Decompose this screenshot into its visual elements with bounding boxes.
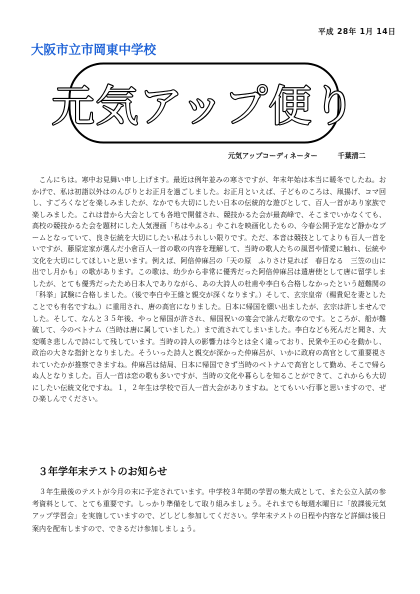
coordinator-line — [228, 151, 366, 161]
newsletter-title-text: 元気アップ便り — [51, 82, 357, 132]
issue-date: 平成 28年 1月 14日 — [318, 27, 396, 36]
coordinator-role: 元気アップコーディネーター — [228, 152, 318, 160]
coordinator-name: 千葉清二 — [337, 152, 366, 160]
article-body: こんにちは。寒中お見舞い申し上げます。最近は例年並みの寒さですが、年末年始は本当に暖冬でしたね。おかげで、私は初詣以外はのんびりとお正月を過ごしました。お正月といえば、子どものころは、凧揚げ、コマ回し、すごろくなどを楽しみましたが、なかでも大切にしたい日本の伝統的な遊びとして、百人一首があり家族で楽しみました。これは昔から大会としても各地で開催され、競技かるた会が最高峰で、そこまでいかなくても、高校の競技かるた会を題材にした人気漫画「ちはやふる」やこれを映画化したもの、今春公開予定など静かなブームとなっていて、良き伝統を大切にしたい私はうれしい限りです。ただ、本音は競技としてよりも百人一首をいですが、藤原定家が選んだ小倉百人一首の歌の内容を理解して、当時の歌人たちの風習や情愛に触れ、伝統や文化を大切にしてほしいと思います。例えば、阿倍仲麻呂の「天の原 ふりさけ見れば 春日なる 三笠の山に 出でし月かも」の歌があります。この歌は、幼少から非常に優秀だった阿倍仲麻呂は遣唐使として唐に留学しましたが、とても優秀だったため日本人でありながら、あの大詩人の杜甫や李白も合格しなかったという超難関の「科挙」試験に合格しました。（後で李白や王維と親交が深くなります。）そして、玄宗皇帝（楊貴妃を妻としたことでも有名ですね。）に重用され、唐の高官になりました。日本に帰国を願い出ましたが、玄宗は許しませんでした。そして、なんと３５年後、やっと帰国が許され、帰国祝いの宴会で詠んだ歌なのです。ところが、船が難破して、今のベトナム（当時は唐に属していました。）まで流されてしまいました。李白なども死んだと聞き、大変嘆き悲しんで詩にして残しています。当時の詩人の影響力は今とは全く違っており、民衆や王の心を動かし、政治の大きな指針となりました。そういった詩人と親交が深かった仲麻呂が、いかに政府の高官として重要視されていたかが推察できますね。仲麻呂は結局、日本に帰国できず当時のベトナムで高官として勤め、そこで帰らぬ人となりました。百人一首は恋の歌も多いですが、当時の文化や暮らしを知ることができて、これからも大切にしたい伝統文化ですね。１，２年生は学校で百人一首大会がありますね。とてもいい行事と思いますので、ぜひ楽しんでください。 — [32, 176, 393, 404]
newsletter-title-graphic — [51, 62, 357, 144]
newsletter-title-box — [51, 62, 357, 144]
notice-body: ３年生最後のテストが今月の末に予定されています。中学校３年間の学習の集大成として、また公立入試の参考資料として、とても重要です。しっかり準備をして取り組みましょう。それまでも毎週水曜日に「放課後元気アップ学習会」を実施していますので、どしどし参加してください。学年末テストの日程や内容など詳細は後日案内を配布しますので、できるだけ参加しましょう。 — [32, 488, 386, 533]
school-name: 大阪市立市岡東中学校 — [31, 42, 157, 57]
notice-heading: ３年学年末テストのお知らせ — [38, 467, 168, 478]
